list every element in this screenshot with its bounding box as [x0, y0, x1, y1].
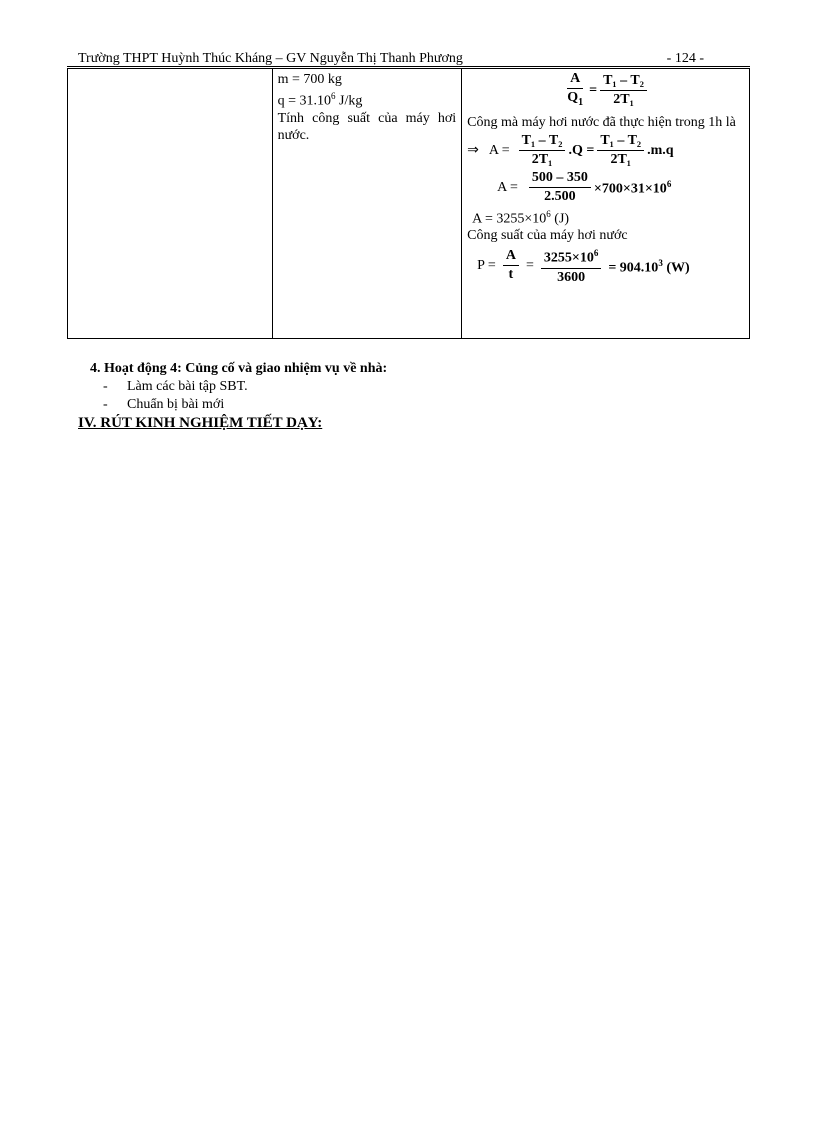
school-name: Trường THPT Huỳnh Thúc Kháng – GV Nguyễn Thị Thanh Phương — [78, 51, 463, 66]
task-text: Tính công suất của máy hơi nước. — [277, 110, 457, 143]
work-value-equation: A = $\frac{500 - 350}{2.500}$ $\times 700\times 31\times 10^6$ — [497, 169, 672, 204]
work-equation: ⇒ A = $\frac{\text{T₁ – T₂}}{\text{2T₁}}$ .Q = $\frac{\text{T₁ – T₂}}{\text{2T₁}}$ .m.q — [467, 132, 674, 167]
page-number: - 124 - — [666, 51, 704, 66]
activity4-title: 4. Hoạt động 4: Củng cố và giao nhiệm vụ về nhà: — [90, 361, 388, 376]
table-row — [68, 69, 750, 339]
efficiency-equation: $\frac{A}{Q_1}$ = $\frac{\text{T₁ – T₂}}{\text{2T₁}}$ — [467, 70, 744, 112]
list-item: - Làm các bài tập SBT. — [103, 379, 248, 394]
power-text: Công suất của máy hơi nước — [467, 228, 628, 244]
list-item: - Chuẩn bị bài mới — [103, 397, 225, 412]
work-text: Công mà máy hơi nước đã thực hiện trong 1h là — [467, 114, 736, 130]
activity4-list — [103, 378, 248, 414]
power-equation: P = $\frac{A}{t}$ = $\frac{3255\times 10^6}{3600}$ = $904.10^3$ (W) — [477, 244, 744, 287]
work-result: $A = 3255\times 10^6$ (J) — [472, 208, 570, 227]
solution-cell — [462, 69, 750, 339]
section-iv-title: IV. RÚT KINH NGHIỆM TIẾT DẠY: — [78, 415, 323, 431]
given-mass: m = 700 kg — [277, 72, 342, 87]
header-rule — [67, 66, 750, 67]
student-activity-cell — [272, 69, 462, 339]
lesson-table — [67, 68, 750, 339]
given-heat: $q = 31.10^6$ J/kg — [277, 91, 363, 109]
teacher-activity-cell — [68, 69, 273, 339]
